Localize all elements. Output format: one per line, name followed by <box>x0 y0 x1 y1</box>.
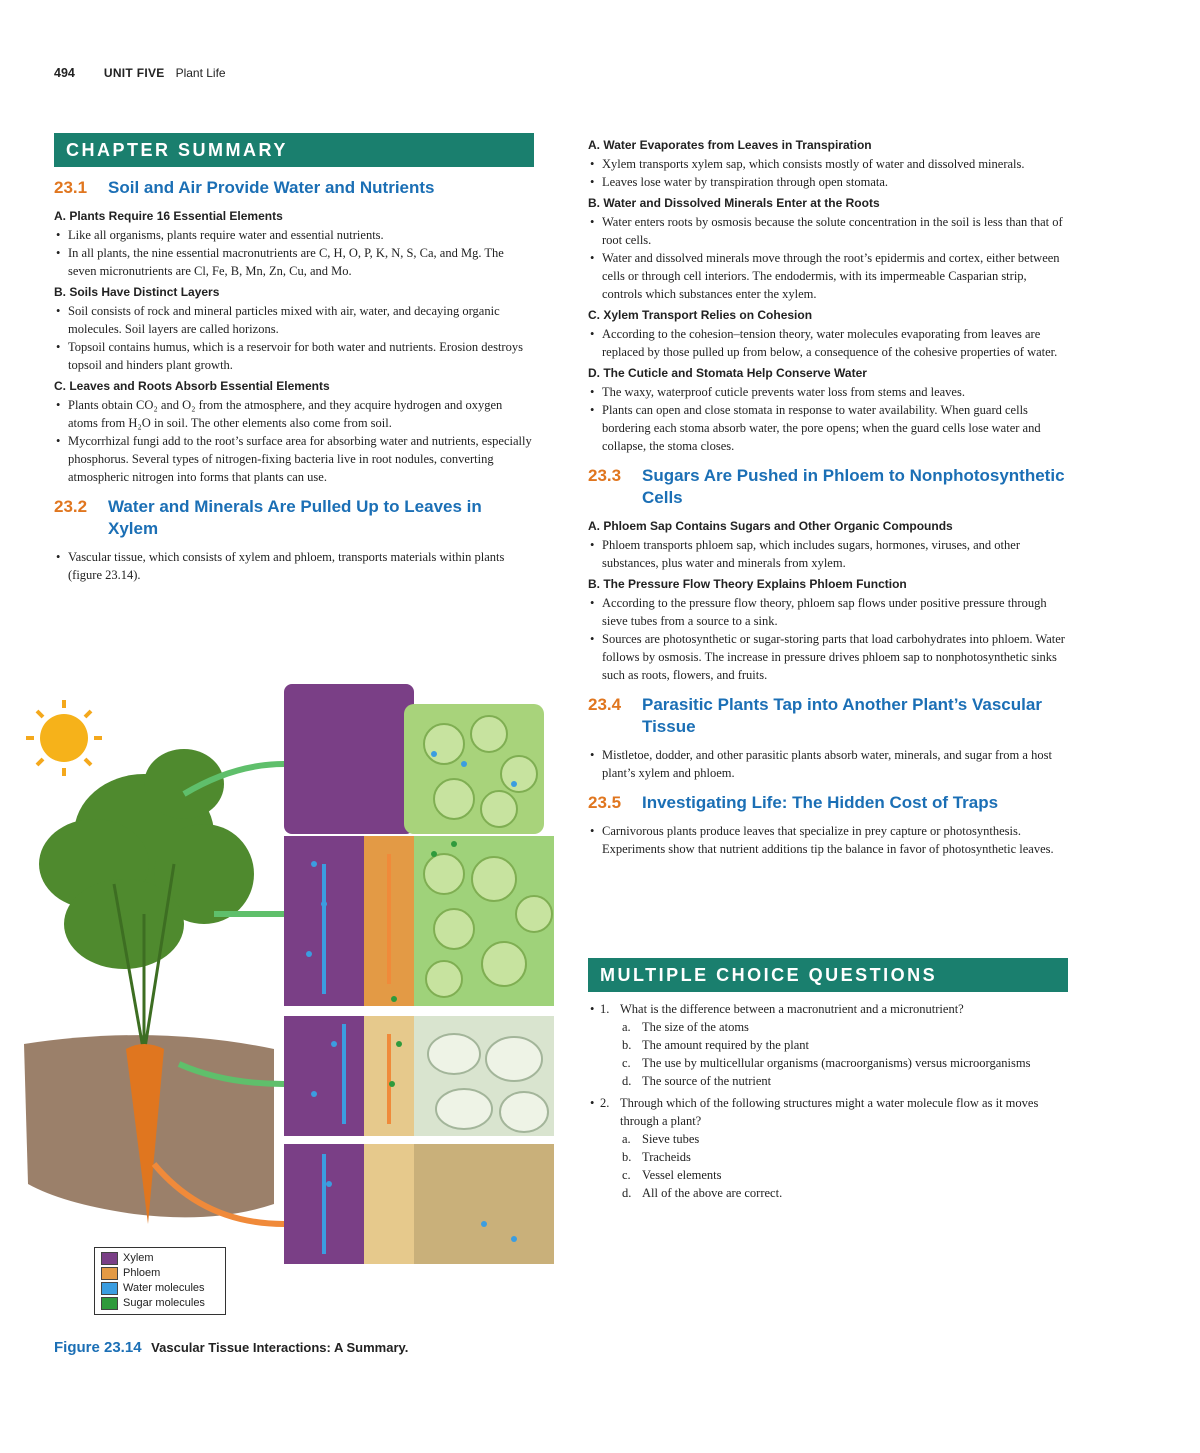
bullet-item: • In all plants, the nine essential macronutrients are C, H, O, P, K, N, S, Ca, and Mg. The seven micronutrients are Cl, Fe, B, Mn, Zn, Cu, and Mo. <box>54 244 534 280</box>
bullet-item: • Vascular tissue, which consists of xylem and phloem, transports materials within plants (figure 23.14). <box>54 548 534 584</box>
bullet-list <box>588 383 1068 455</box>
subheading: A. Phloem Sap Contains Sugars and Other Organic Compounds <box>588 519 953 533</box>
unit-title: Plant Life <box>175 66 226 80</box>
running-header <box>54 66 226 81</box>
answer-option[interactable]: c. The use by multicellular organisms (macroorganisms) versus microorganisms <box>622 1056 1031 1070</box>
section-number: 23.5 <box>588 793 622 812</box>
figure-legend <box>94 1247 226 1315</box>
page-number: 494 <box>54 66 75 80</box>
bullet-list <box>588 822 1068 858</box>
section-23-5-heading <box>588 792 1068 814</box>
bullet-item: • Plants obtain CO₂ and O₂ from the atmosphere, and they acquire hydrogen and oxygen atoms from H₂O in soil. The other elements also come from soil. <box>54 396 534 432</box>
section-number: 23.4 <box>588 695 622 714</box>
bullet-item: • Sources are photosynthetic or sugar-storing parts that load carbohydrates into phloem. Water follows by osmosis. The increase in pressure drives phloem sap to nonphotosynthetic sinks such as roots, flowers, and fruits. <box>588 630 1068 684</box>
bullet-item: • Soil consists of rock and mineral particles mixed with air, water, and decaying organic molecules. Soil layers are called horizons. <box>54 302 534 338</box>
answer-option[interactable]: d. All of the above are correct. <box>622 1186 783 1200</box>
bullet-list <box>588 594 1068 684</box>
section-23-2-heading <box>54 496 534 540</box>
subheading: C. Leaves and Roots Absorb Essential Elements <box>54 379 330 393</box>
answer-option[interactable]: b. Tracheids <box>622 1150 691 1164</box>
bullet-item: • The waxy, waterproof cuticle prevents water loss from stems and leaves. <box>588 383 1068 401</box>
answer-option[interactable]: c. Vessel elements <box>622 1168 722 1182</box>
subheading: D. The Cuticle and Stomata Help Conserve Water <box>588 366 867 380</box>
bullet-list <box>54 226 534 280</box>
bullet-item: • Mycorrhizal fungi add to the root’s surface area for absorbing water and nutrients, especially phosphorus. Several types of nitrogen-fixing bacteria live in root nodules, converting atmospheric nitrogen into forms that plants can use. <box>54 432 534 486</box>
bullet-item: • Carnivorous plants produce leaves that specialize in prey capture or photosynthesis. Experiments show that nutrient additions tip the balance in favor of photosynthetic leaves. <box>588 822 1068 858</box>
bullet-item: • Mistletoe, dodder, and other parasitic plants absorb water, minerals, and sugar from a host plant’s xylem and phloem. <box>588 746 1068 782</box>
bullet-item: • Plants can open and close stomata in response to water availability. When guard cells bordering each stoma absorb water, the pore opens; when the guard cells lose water and collapse, the stoma closes. <box>588 401 1068 455</box>
bullet-item: • Water and dissolved minerals move through the root’s epidermis and cortex, either between cells or through cell interiors. The endodermis, with its impermeable Casparian strip, controls which substances enter the xylem. <box>588 249 1068 303</box>
section-number: 23.1 <box>54 178 88 197</box>
answer-option[interactable]: a. The size of the atoms <box>622 1020 749 1034</box>
bullet-list <box>588 325 1068 361</box>
bullet-list <box>588 213 1068 303</box>
figure-23-14-illustration <box>14 664 584 1324</box>
question-text: What is the difference between a macronutrient and a micronutrient? <box>620 1002 964 1016</box>
legend-item-xylem: Xylem <box>101 1251 219 1266</box>
section-title: Sugars Are Pushed in Phloem to Nonphotosynthetic Cells <box>642 466 1065 507</box>
figure-caption <box>54 1339 408 1356</box>
subheading: B. Soils Have Distinct Layers <box>54 285 220 299</box>
bullet-item: • Xylem transports xylem sap, which consists mostly of water and dissolved minerals. <box>588 155 1068 173</box>
section-23-3-heading <box>588 465 1068 509</box>
section-title: Parasitic Plants Tap into Another Plant’s Vascular Tissue <box>642 695 1042 736</box>
answer-option[interactable]: a. Sieve tubes <box>622 1132 700 1146</box>
unit-label: UNIT FIVE <box>103 66 165 80</box>
subheading: A. Plants Require 16 Essential Elements <box>54 209 283 223</box>
bullet-item: • According to the cohesion–tension theory, water molecules evaporating from leaves are replaced by those pulled up from below, a consequence of the cohesive properties of water. <box>588 325 1068 361</box>
answer-option[interactable]: d. The source of the nutrient <box>622 1074 772 1088</box>
mcq-banner: MULTIPLE CHOICE QUESTIONS <box>588 958 1068 992</box>
left-column <box>54 133 534 584</box>
section-title: Water and Minerals Are Pulled Up to Leaves in Xylem <box>108 497 482 538</box>
sun-icon <box>26 700 102 776</box>
chapter-summary-banner: CHAPTER SUMMARY <box>54 133 534 167</box>
bullet-item: • According to the pressure flow theory, phloem sap flows under positive pressure through sieve tubes from a source to a sink. <box>588 594 1068 630</box>
section-title: Investigating Life: The Hidden Cost of Traps <box>642 793 999 812</box>
section-23-1-heading <box>54 177 534 199</box>
bullet-item: • Like all organisms, plants require water and essential nutrients. <box>54 226 534 244</box>
bullet-list <box>588 746 1068 782</box>
subheading: B. Water and Dissolved Minerals Enter at the Roots <box>588 196 880 210</box>
bullet-list <box>54 302 534 374</box>
bullet-item: • Phloem transports phloem sap, which includes sugars, hormones, viruses, and other substances, plus water and minerals from xylem. <box>588 536 1068 572</box>
bullet-list <box>54 548 534 584</box>
figure-label: Figure 23.14 <box>54 1339 142 1356</box>
question-number: • 1. <box>600 1002 610 1016</box>
subheading: A. Water Evaporates from Leaves in Transpiration <box>588 138 872 152</box>
bullet-item: • Leaves lose water by transpiration through open stomata. <box>588 173 1068 191</box>
question-text: Through which of the following structures might a water molecule flow as it moves through a plant? <box>620 1096 1039 1128</box>
legend-item-water: Water molecules <box>101 1281 219 1296</box>
legend-item-sugar: Sugar molecules <box>101 1296 219 1311</box>
section-number: 23.2 <box>54 497 88 516</box>
vascular-tissue-illustration <box>14 664 584 1324</box>
carrot-foliage <box>39 749 254 969</box>
subheading: C. Xylem Transport Relies on Cohesion <box>588 308 813 322</box>
question-number: • 2. <box>600 1096 610 1110</box>
figure-title: Vascular Tissue Interactions: A Summary. <box>151 1340 409 1355</box>
subheading: B. The Pressure Flow Theory Explains Phloem Function <box>588 577 907 591</box>
bullet-item: • Water enters roots by osmosis because the solute concentration in the soil is less than that of root cells. <box>588 213 1068 249</box>
question-item <box>588 1094 1068 1202</box>
section-title: Soil and Air Provide Water and Nutrients <box>108 178 435 197</box>
bullet-list <box>588 536 1068 572</box>
legend-item-phloem: Phloem <box>101 1266 219 1281</box>
bullet-list <box>588 155 1068 191</box>
section-23-4-heading <box>588 694 1068 738</box>
answer-option[interactable]: b. The amount required by the plant <box>622 1038 809 1052</box>
question-item <box>588 1000 1068 1090</box>
bullet-item: • Topsoil contains humus, which is a reservoir for both water and nutrients. Erosion destroys topsoil and hinders plant growth. <box>54 338 534 374</box>
right-column <box>588 133 1068 1206</box>
bullet-list <box>54 396 534 486</box>
section-number: 23.3 <box>588 466 622 485</box>
question-list <box>588 1000 1068 1202</box>
